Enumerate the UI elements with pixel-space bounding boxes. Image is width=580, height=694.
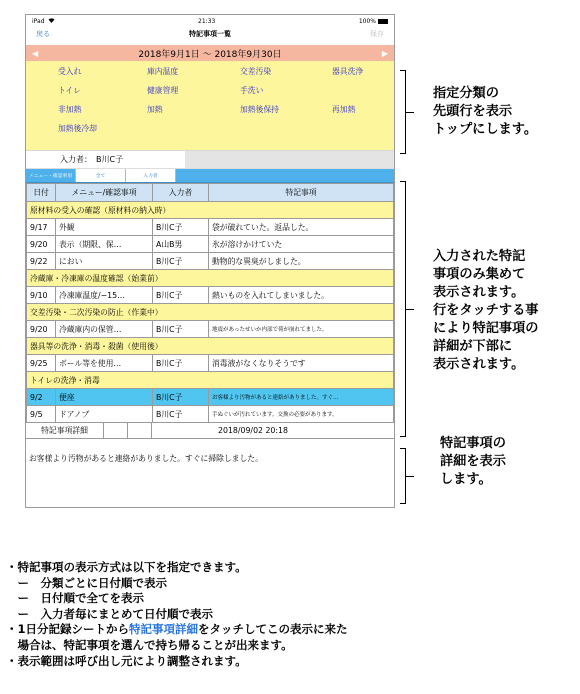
inputter-field[interactable]: B川C子 xyxy=(95,153,185,166)
annotation-middle: 入力された特記 事項のみ集めて 表示されます。 行をタッチする事 により特記事項の 詳細が下部に 表示されます。 xyxy=(433,249,539,372)
cell-note: 地震があったせいか内部で荷が崩れてました。 xyxy=(209,321,394,338)
column-header: 入力者 xyxy=(153,184,209,202)
cell-menu: ドアノブ xyxy=(56,406,153,423)
category-item[interactable]: 健康管理 xyxy=(147,86,179,95)
battery-icon xyxy=(378,19,388,24)
category-item[interactable]: 交差汚染 xyxy=(240,67,272,76)
ipad-screen xyxy=(25,14,395,508)
cell-date: 9/25 xyxy=(27,355,56,372)
cell-user: B川C子 xyxy=(153,219,209,236)
table-header xyxy=(27,184,394,202)
table-row[interactable] xyxy=(27,406,394,423)
carrier-label: iPad xyxy=(32,17,45,25)
group-title: 交差汚染・二次汚染の防止（作業中） xyxy=(27,304,394,321)
nav-bar xyxy=(26,27,394,41)
date-range-label: 2018年9月1日 ～ 2018年9月30日 xyxy=(138,49,282,60)
table-row[interactable] xyxy=(27,321,394,338)
column-header: 特記事項 xyxy=(209,184,394,202)
back-button[interactable]: 戻る xyxy=(36,30,50,38)
group-header-row xyxy=(27,270,394,287)
cell-note: 消毒液がなくなりそうです xyxy=(209,355,394,372)
cell-user: B川C子 xyxy=(153,253,209,270)
wifi-icon xyxy=(48,17,55,25)
cell-note: 氷が溶けかけていた xyxy=(209,236,394,253)
category-item[interactable]: 器具洗浄 xyxy=(332,67,364,76)
group-title: 器具等の洗浄・消毒・殺菌（使用後） xyxy=(27,338,394,355)
detail-label: 特記事項詳細 xyxy=(26,423,104,438)
table-row[interactable] xyxy=(27,389,394,406)
group-header-row xyxy=(27,372,394,389)
inputter-row xyxy=(26,151,394,169)
category-item[interactable]: 庫内温度 xyxy=(147,67,179,76)
group-header-row xyxy=(27,338,394,355)
detail-link-text: 特記事項詳細 xyxy=(129,622,199,637)
cell-date: 9/17 xyxy=(27,219,56,236)
cell-menu: におい xyxy=(56,253,153,270)
cell-menu: ボール等を使用… xyxy=(56,355,153,372)
table-row[interactable] xyxy=(27,236,394,253)
cell-date: 9/22 xyxy=(27,253,56,270)
cell-menu: 冷蔵庫内の保管… xyxy=(56,321,153,338)
cell-user: B川C子 xyxy=(153,406,209,423)
cell-note: 熱いものを入れてしまいました。 xyxy=(209,287,394,304)
group-header-row xyxy=(27,304,394,321)
cell-menu: 外観 xyxy=(56,219,153,236)
cell-date: 9/20 xyxy=(27,321,56,338)
table-row[interactable] xyxy=(27,219,394,236)
cell-note: 袋が破れていた。返品した。 xyxy=(209,219,394,236)
cell-user: A山B男 xyxy=(153,236,209,253)
category-item[interactable]: 非加熱 xyxy=(58,105,82,114)
category-item[interactable]: 再加熱 xyxy=(332,105,356,114)
cell-date: 9/20 xyxy=(27,236,56,253)
cell-user: B川C子 xyxy=(153,321,209,338)
annotation-brace xyxy=(406,112,414,113)
clock: 21:33 xyxy=(198,17,216,25)
group-header-row xyxy=(27,202,394,219)
category-item[interactable]: 加熱 xyxy=(147,105,163,114)
cell-user: B川C子 xyxy=(153,389,209,406)
cell-user: B川C子 xyxy=(153,355,209,372)
cell-note: 手ぬぐいが汚れています。交換の必要があります。 xyxy=(209,406,394,423)
category-item[interactable]: トイレ xyxy=(58,86,82,95)
tab-menu[interactable]: メニュー・確認事項 xyxy=(26,169,76,182)
table-row[interactable] xyxy=(27,287,394,304)
category-item[interactable]: 手洗い xyxy=(240,86,264,95)
tab-all[interactable]: 全て xyxy=(76,169,126,182)
group-title: 冷蔵庫・冷凍庫の温度確認（始業前） xyxy=(27,270,394,287)
next-arrow-icon[interactable]: ▶ xyxy=(381,48,388,58)
category-item[interactable]: 受入れ xyxy=(58,67,82,76)
detail-text: お客様より汚物があると連絡がありました。すぐに掃除しました。 xyxy=(29,454,263,463)
cell-menu: 表示（期限、保… xyxy=(56,236,153,253)
category-item[interactable]: 加熱後保持 xyxy=(240,105,279,114)
column-header: 日付 xyxy=(27,184,56,202)
cell-note: お客様より汚物があると連絡がありました。すぐ… xyxy=(209,389,394,406)
tab-inputter[interactable]: 入力者 xyxy=(126,169,176,182)
prev-arrow-icon[interactable]: ◀ xyxy=(32,48,39,58)
explanation-bullets: ・特記事項の表示方式は以下を指定できます。 ー 分類ごとに日付順で表示 ー 日付順で全てを表示 ー 入力者毎にまとめて日付順で表示 ・1日分記録シートから特記事項詳細をタッチしてこの表示に来た 場合は、特記事項を選んで持ち帰ることが出来ます。 ・表示範囲は呼び出し元により調整されます。 xyxy=(6,560,348,668)
table-row[interactable] xyxy=(27,355,394,372)
table-row[interactable] xyxy=(27,253,394,270)
page-title: 特記事項一覧 xyxy=(189,30,231,38)
save-button[interactable]: 保存 xyxy=(370,30,384,38)
detail-datetime: 2018/09/02 20:18 xyxy=(218,426,288,435)
notes-table xyxy=(26,183,394,423)
status-bar xyxy=(26,15,394,27)
category-item[interactable]: 加熱後冷却 xyxy=(58,124,97,133)
annotation-brace xyxy=(406,476,414,477)
date-range-bar xyxy=(26,45,394,61)
detail-header xyxy=(26,423,394,439)
cell-note: 動物的な異臭がしました。 xyxy=(209,253,394,270)
cell-menu: 便座 xyxy=(56,389,153,406)
column-header: メニュー/確認事項 xyxy=(56,184,153,202)
cell-menu: 冷凍庫温度/−15… xyxy=(56,287,153,304)
cell-date: 9/2 xyxy=(27,389,56,406)
group-title: 原材料の受入の確認（原材料の納入時） xyxy=(27,202,394,219)
annotation-bottom: 特記事項の 詳細を表示 します。 xyxy=(440,436,506,487)
battery-percent: 100% xyxy=(358,17,376,25)
inputter-label: 入力者： xyxy=(60,155,92,164)
cell-user: B川C子 xyxy=(153,287,209,304)
annotation-brace xyxy=(406,309,414,310)
cell-date: 9/10 xyxy=(27,287,56,304)
cell-date: 9/5 xyxy=(27,406,56,423)
view-mode-tabs xyxy=(26,169,394,183)
group-title: トイレの洗浄・消毒 xyxy=(27,372,394,389)
annotation-top: 指定分類の 先頭行を表示 トップにします。 xyxy=(433,86,538,137)
category-grid xyxy=(26,61,394,151)
